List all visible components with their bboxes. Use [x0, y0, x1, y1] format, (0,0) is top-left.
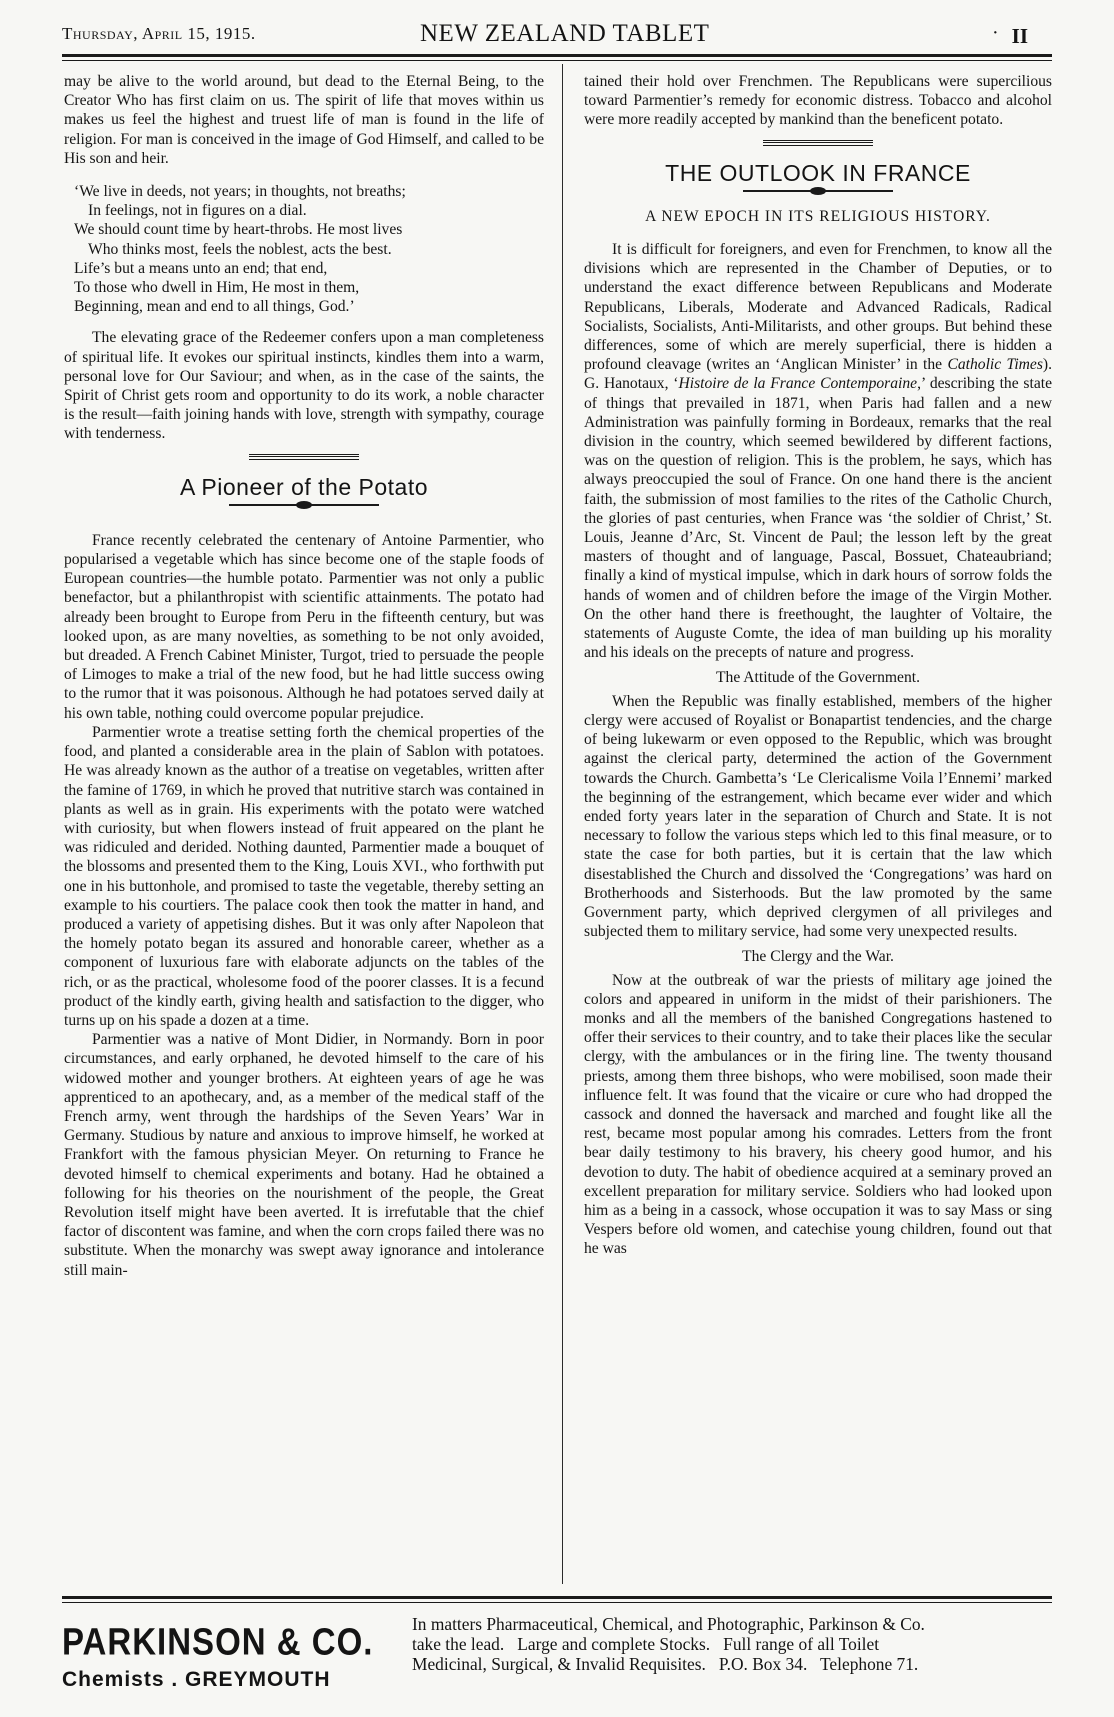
poem-line: Life’s but a means unto an end; that end, [74, 259, 328, 277]
advertisement-copy [412, 1614, 1052, 1674]
left-intro-paragraph: may be alive to the world around, but dead to the Eternal Being, to the Creator Who has first claim on us. The spirit of life that moves within us makes us feel the highest and truest life of man is found in the life of religion. For man is conceived in the image of God Himself, and called to be His son and heir. [64, 73, 544, 167]
source-title: Histoire de la France Contemporaine [678, 375, 918, 393]
poem-line: Beginning, mean and end to all things, God.’ [74, 298, 355, 316]
grace-paragraph: The elevating grace of the Redeemer confers upon a man completeness of spiritual life. It evokes our spiritual instincts, kindles them into a warm, personal love for Our Saviour; and when, as in the case of the saints, the Spirit of Christ gets room and opportunity to do its work, a noble character is the result—faith joining hands with love, strength with sympathy, courage with tenderness. [64, 329, 544, 443]
left-column [64, 72, 544, 1280]
paragraph-text: ). G. Hanotaux, ‘ [584, 356, 1052, 393]
page-number: II [1011, 24, 1028, 48]
masthead-rule-thick [62, 54, 1052, 57]
article-paragraph: France recently celebrated the centenary of Antoine Parmentier, who popularised a vegetable which has since become one of the staple foods of European countries—the humble potato. Parmentier was not only a public benefactor, but a philanthropist with scientific attainments. The potato had already been brought to Europe from Peru in the fifteenth century, but was looked upon, as are many novelties, as something to be not only avoided, but dreaded. A French Cabinet Minister, Turgot, tried to persuade the people of Limoges to make a trial of the new food, but he had little success owing to the rumor that it was poisonous. Although he had potatoes served daily at his own table, nothing could overcome popular prejudice. [64, 531, 544, 722]
advertiser-location: Chemists . GREYMOUTH [62, 1668, 331, 1691]
article-kicker: A NEW EPOCH IN ITS RELIGIOUS HISTORY. [645, 207, 991, 225]
article-paragraph [584, 240, 1052, 662]
advertisement [62, 1608, 1052, 1708]
ad-line: Medicinal, Surgical, & Invalid Requisites. P.O. Box 34. Telephone 71. [412, 1654, 919, 1674]
subheading-clergy: The Clergy and the War. [742, 948, 894, 966]
heading-ornament [743, 187, 893, 195]
issue-date: Thursday, April 15, 1915. [62, 24, 256, 43]
poem-line: ‘We live in deeds, not years; in thoughts, not breaths; [74, 183, 406, 201]
poem [74, 182, 544, 316]
article-paragraph: When the Republic was finally established, members of the higher clergy were accused of Royalist or Bonapartist tendencies, and the charge of being lukewarm or even opposed to the Republic, which was brought against the clerical party, determined the action of the Government towards the Church. Gambetta’s ‘Le Clericalisme Voila l’Ennemi’ marked the beginning of the estrangement, which became ever wider and which ended forty years later in the separation of Church and State. It is not necessary to follow the various steps which led to this final measure, or to state the case for both parties, but it is certain that the law which disestablished the Church and dissolved the ‘Congregations’ was hard on Brotherhoods and Sisterhoods. But the law promoted by the same Government party, which deprived clergymen of all privileges and subjected them to military service, had some very unexpected results. [584, 692, 1052, 941]
article-paragraph: Parmentier was a native of Mont Didier, in Normandy. Born in poor circumstances, and early orphaned, he devoted himself to the care of his widowed mother and younger brothers. At eighteen years of age he was apprenticed to an apothecary, and, as a member of the medical staff of the French army, went through the hardships of the Seven Years’ War in Germany. Studious by nature and anxious to improve himself, he worked at Frankfort with the famous physician Meyer. On returning to France he devoted himself to chemical experiments and botany. Had he obtained a following for his theories on the nourishment of the people, the Great Revolution itself might have been averted. It is irrefutable that the chief factor of discontent was famine, and when the corn crops failed there was no substitute. When the monarchy was swept away ignorance and intolerance still main- [64, 1031, 544, 1279]
column-divider [562, 64, 563, 1584]
section-divider [249, 454, 359, 460]
right-column [584, 72, 1052, 1259]
footer-rule-thin [62, 1602, 1052, 1603]
paragraph-text: ,’ describing the state of things that prevailed in 1871, when Paris had fallen and a new Administration was painfully forming in Bordeaux, remarks that the real division in the country, which seemed bewildered by different factions, was on the question of religion. This is the problem, he says, which has always preoccupied the soul of France. On one hand there is the ancient faith, the submission of most families to the rites of the Catholic Church, the glories of past centuries, when France was ‘the soldier of Christ,’ St. Louis, Jeanne d’Arc, St. Vincent de Paul; the lesson left by the great masters of thought and of language, Pascal, Bossuet, Chateaubriand; finally a kind of mystical impulse, which in dark hours of sorrow folds the hands of women and of children before the image of the Virgin Mother. On the other hand there is freethought, the laughter of Voltaire, the statements of Auguste Comte, the idea of man building up his morality and his ideals on the precepts of nature and progress. [584, 375, 1052, 662]
poem-line: In feelings, not in figures on a dial. [88, 202, 307, 220]
article-paragraph: Parmentier wrote a treatise setting forth the chemical properties of the food, and planted a considerable area in the plain of Sablon with potatoes. He was already known as the author of a treatise on vegetables, written after the famine of 1769, in which he proved that nutritive starch was contained in plants as well as in grain. His experiments with the potato were watched with curiosity, but when flowers instead of fruit appeared on the plant he was ridiculed and derided. Nothing daunted, Parmentier made a bouquet of the blossoms and presented them to the King, Louis XVI., who forthwith put one in his buttonhole, and promised to taste the vegetable, thereby setting an example to his courtiers. The palace cook then took the matter in hand, and produced a variety of appetising dishes. But it was only after Napoleon that the homely potato began its assured and honorable career, whether as a component of luxurious fare with elaborate adjuncts on the tables of the rich, or as the practical, wholesome food of the poorer classes. It is a fecund product of the kindly earth, giving health and satisfaction to the digger, who turns up on his spade a dozen at a time. [64, 723, 544, 1029]
ad-line: In matters Pharmaceutical, Chemical, and Photographic, Parkinson & Co. [412, 1614, 925, 1634]
masthead-dot: · [992, 22, 999, 44]
article-paragraph: Now at the outbreak of war the priests of military age joined the colors and appeared in uniform in the midst of their parishioners. The monks and all the members of the banished Congregations hastened to offer their services to their country, and to take their places like the secular clergy, with the ambulances or in the firing line. The twenty thousand priests, among them three bishops, who were mobilised, soon made their influence felt. It was found that the vicaire or cure who had dropped the cassock and donned the haversack and marched and fought like all the rest, became most popular among his comrades. Letters from the front bear daily testimony to his bravery, his cheery good humor, and his devotion to duty. The habit of obedience acquired at a seminary proved an excellent preparation for military service. Soldiers who had looked upon him as a being in a cassock, whose occupation it was to say Mass or sing Vespers before old women, and catechise young children, found out that he was [584, 971, 1052, 1258]
poem-line: To those who dwell in Him, He most in them, [74, 279, 360, 297]
poem-line: We should count time by heart-throbs. He most lives [74, 221, 403, 239]
article-heading-france: THE OUTLOOK IN FRANCE [665, 159, 971, 186]
poem-line: Who thinks most, feels the noblest, acts the best. [88, 240, 392, 258]
footer-rule-thick [62, 1596, 1052, 1599]
subheading-government: The Attitude of the Government. [716, 669, 920, 687]
paragraph-text: It is difficult for foreigners, and even for Frenchmen, to know all the divisions which are represented in the Chamber of Deputies, or to understand the exact difference between Republicans and Moderate Republicans, Liberals, Moderate and Advanced Radicals, Radical Socialists, Socialists, Anti-Militarists, and other groups. But behind these differences, some of which are merely superficial, there is hidden a profound cleavage (writes an ‘Anglican Minister’ in the [584, 241, 1052, 374]
publication-title: NEW ZEALAND TABLET [420, 20, 710, 47]
ad-line: take the lead. Large and complete Stocks. Full range of all Toilet [412, 1634, 880, 1654]
heading-ornament [229, 501, 379, 509]
masthead-rule-thin [62, 60, 1052, 61]
advertiser-name: PARKINSON & CO. [62, 1620, 374, 1663]
article-heading-potato: A Pioneer of the Potato [179, 473, 429, 500]
source-title: Catholic Times [947, 356, 1043, 374]
masthead [62, 22, 1052, 52]
right-intro-paragraph: tained their hold over Frenchmen. The Republicans were supercilious toward Parmentier’s remedy for economic distress. Tobacco and alcohol were more readily accepted by mankind than the beneficent potato. [584, 73, 1052, 129]
section-divider [763, 140, 873, 146]
